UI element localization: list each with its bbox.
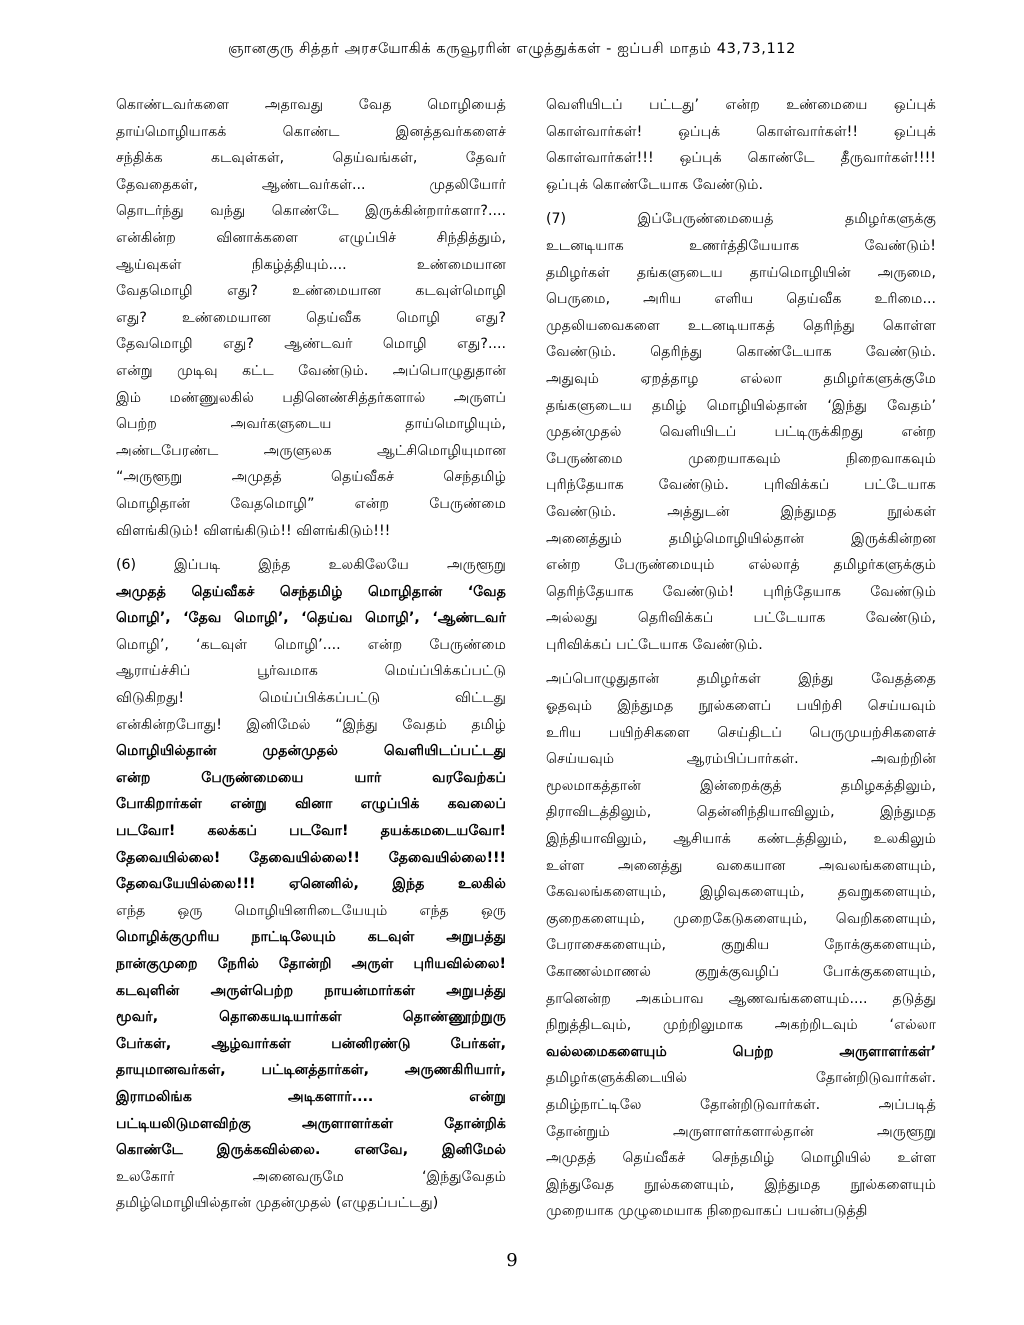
text-line: எந்த ஒரு மொழியினரிடையேயும் எந்த ஒரு (116, 902, 506, 919)
text-line: குறைகளையும், முறைகேடுகளையும், வெறிகளையும், (546, 910, 936, 927)
text-line: தெரிந்தேயாக வேண்டும்! புரிந்தேயாக வேண்டும் (546, 583, 936, 600)
text-line: ஓதவும் இந்துமத நூல்களைப் பயிற்சி செய்யவும் (546, 698, 936, 715)
text-line: என்ற பேருண்மையை யார் வரவேற்கப் (116, 769, 506, 786)
right-column (546, 92, 936, 1225)
text-line: (6) இப்படி இந்த உலகிலேயே அருளூறு (116, 557, 506, 574)
text-line: தோன்றும் அருளாளர்களால்தான் அருளூறு (546, 1123, 936, 1140)
left-column (116, 92, 506, 1217)
text-line: தமிழர்களுக்கிடையில் தோன்றிடுவார்கள். (546, 1070, 936, 1087)
text-line: பேர்கள், ஆழ்வார்கள் பன்னிரண்டு பேர்கள், (116, 1035, 506, 1052)
text-line: தேவையேயில்லை!!! ஏனெனில், இந்த உலகில் (116, 876, 506, 893)
text-line: அமுதத் தெய்வீகச் செந்தமிழ் மொழிதான் ‘வேத (116, 583, 506, 600)
text-line: கேவலங்களையும், இழிவுகளையும், தவறுகளையும், (546, 884, 936, 901)
text-line: அனைத்தும் தமிழ்மொழியில்தான் இருக்கின்றன (546, 530, 936, 547)
text-line: (7) இப்பேருண்மையைத் தமிழர்களுக்கு (546, 211, 936, 228)
text-line: புரிந்தேயாக வேண்டும். புரிவிக்கப் பட்டேயாக (546, 477, 936, 494)
text-line: தமிழ்மொழியில்தான் முதன்முதல் (எழுதப்பட்டது) (116, 1195, 439, 1212)
text-line: மொழி’, ‘கடவுள் மொழி’.... என்ற பேருண்மை (116, 636, 506, 653)
text-line: சந்திக்க கடவுள்கள், தெய்வங்கள், தேவர் (116, 150, 506, 167)
text-line: கொண்டவர்களை அதாவது வேத மொழியைத் (116, 97, 506, 113)
text-line: மூலமாகத்தான் இன்றைக்குத் தமிழகத்திலும், (546, 777, 936, 794)
text-line: புரிவிக்கப் பட்டேயாக வேண்டும். (546, 636, 763, 653)
text-line: அதுவும் ஏறத்தாழ எல்லா தமிழர்களுக்குமே (546, 370, 936, 387)
text-line: பட்டியலிடுமளவிற்கு அருளாளர்கள் தோன்றிக் (116, 1115, 506, 1132)
text-line: தேவையில்லை! தேவையில்லை!! தேவையில்லை!!! (116, 849, 506, 866)
text-line: திராவிடத்திலும், தென்னிந்தியாவிலும், இந்துமத (546, 804, 936, 821)
text-line: மொழிக்குமுரிய நாட்டிலேயும் கடவுள் அறுபத்து (116, 929, 506, 946)
text-line: விளங்கிடும்! விளங்கிடும்!! விளங்கிடும்!!! (116, 522, 391, 539)
text-line: பேருண்மை முறையாகவும் நிறைவாகவும் (546, 450, 936, 467)
text-line: உடனடியாக உணர்த்தியேயாக வேண்டும்! (546, 237, 936, 254)
right-paragraph-1 (546, 92, 936, 198)
text-line: என்ற பேருண்மையும் எல்லாத் தமிழர்களுக்கும் (546, 557, 936, 574)
text-line: ஆய்வுகள் நிகழ்த்தியும்.... உண்மையான (116, 256, 506, 273)
text-line: இராமலிங்க அடிகளார்.... என்று (116, 1088, 506, 1105)
text-line: படவோ! கலக்கப் படவோ! தயக்கமடையவோ! (116, 823, 506, 840)
text-line: தங்களுடைய தமிழ் மொழியில்தான் ‘இந்து வேதம்’ (546, 397, 936, 414)
text-line: நிறுத்திடவும், முற்றிலுமாக அகற்றிடவும் ‘எல்லா (546, 1017, 936, 1034)
text-line: விடுகிறது! மெய்ப்பிக்கப்பட்டு விட்டது (116, 690, 506, 707)
text-line: “அருளூறு அமுதத் தெய்வீகச் செந்தமிழ் (116, 469, 506, 486)
right-paragraph-2 (546, 206, 936, 658)
text-line: கொண்டே இருக்கவில்லை. எனவே, இனிமேல் (116, 1142, 506, 1159)
text-line: இம் மண்ணுலகில் பதினெண்சித்தர்களால் அருளப் (116, 389, 506, 406)
text-line: மொழிதான் வேதமொழி” என்ற பேருண்மை (116, 495, 506, 512)
text-line: தொடர்ந்து வந்து கொண்டே இருக்கின்றார்களா?.... (116, 203, 506, 220)
page-number: 9 (506, 1250, 518, 1271)
text-line: பெற்ற அவர்களுடைய தாய்மொழியும், (116, 416, 506, 433)
text-line: வல்லமைகளையும் பெற்ற அருளாளர்கள்’ (546, 1043, 936, 1060)
text-line: கோணல்மாணல் குறுக்குவழிப் போக்குகளையும், (546, 964, 936, 980)
text-line: தானென்ற அகம்பாவ ஆணவங்களையும்.... தடுத்து (546, 990, 936, 1007)
text-line: எது? உண்மையான தெய்வீக மொழி எது? (116, 309, 506, 326)
text-line: இந்துவேத நூல்களையும், இந்துமத நூல்களையும் (546, 1176, 936, 1193)
text-line: என்கின்றபோது! இனிமேல் “இந்து வேதம் தமிழ் (116, 716, 506, 733)
text-line: இந்தியாவிலும், ஆசியாக் கண்டத்திலும், உலகிலும் (546, 831, 936, 848)
text-line: தாயுமானவர்கள், பட்டினத்தார்கள், அருணகிரியார், (116, 1062, 506, 1079)
text-line: நான்குமுறை நேரில் தோன்றி அருள் புரியவில்லை! (116, 956, 506, 972)
text-line: முதலியவைகளை உடனடியாகத் தெரிந்து கொள்ள (546, 317, 936, 334)
text-line: உலகோர் அனைவருமே ‘இந்துவேதம் (116, 1168, 506, 1185)
text-line: தமிழர்கள் தங்களுடைய தாய்மொழியின் அருமை, (546, 264, 936, 281)
text-line: மூவர், தொகையடியார்கள் தொண்ணூற்றுரு (116, 1009, 506, 1026)
text-line: என்கின்ற வினாக்களை எழுப்பிச் சிந்தித்தும், (116, 229, 506, 246)
text-line: கடவுளின் அருள்பெற்ற நாயன்மார்கள் அறுபத்து (116, 982, 506, 999)
text-line: தேவமொழி எது? ஆண்டவர் மொழி எது?.... (116, 336, 506, 353)
text-line: பேராசைகளையும், குறுகிய நோக்குகளையும், (546, 937, 936, 954)
text-line: வெளியிடப் பட்டது’ என்ற உண்மையை ஒப்புக் (546, 97, 936, 113)
text-line: தேவதைகள், ஆண்டவர்கள்... முதலியோர் (116, 176, 506, 193)
left-paragraph-1 (116, 92, 506, 544)
text-line: உரிய பயிற்சிகளை செய்திடப் பெருமுயற்சிகளைச் (546, 724, 936, 741)
right-paragraph-3 (546, 666, 936, 1224)
text-line: போகிறார்கள் என்று வினா எழுப்பிக் கவலைப் (116, 796, 506, 813)
text-line: தமிழ்நாட்டிலே தோன்றிடுவார்கள். அப்படித் (546, 1096, 936, 1113)
text-line: வேண்டும். அத்துடன் இந்துமத நூல்கள் (546, 503, 936, 520)
text-line: செய்யவும் ஆரம்பிப்பார்கள். அவற்றின் (546, 751, 936, 768)
text-line: அமுதத் தெய்வீகச் செந்தமிழ் மொழியில் உள்ள (546, 1150, 936, 1167)
page-header: ஞானகுரு சித்தர் அரசயோகிக் கருவூரரின் எழுத்துக்கள் - ஐப்பசி மாதம் 43,73,112 (228, 41, 796, 57)
text-line: வேண்டும். தெரிந்து கொண்டேயாக வேண்டும். (546, 344, 936, 361)
text-line: அல்லது தெரிவிக்கப் பட்டேயாக வேண்டும், (546, 610, 936, 627)
text-line: அப்பொழுதுதான் தமிழர்கள் இந்து வேதத்தை (546, 671, 936, 688)
text-line: ஆராய்ச்சிப் பூர்வமாக மெய்ப்பிக்கப்பட்டு (116, 663, 506, 680)
left-paragraph-2 (116, 552, 506, 1217)
text-line: என்று முடிவு கட்ட வேண்டும். அப்பொழுதுதான் (116, 362, 506, 379)
text-line: வேதமொழி எது? உண்மையான கடவுள்மொழி (116, 283, 506, 300)
text-line: கொள்வார்கள்! ஒப்புக் கொள்வார்கள்!! ஒப்புக் (546, 123, 936, 140)
text-line: கொள்வார்கள்!!! ஒப்புக் கொண்டே தீருவார்கள்!!!! (546, 150, 936, 167)
text-line: முறையாக முழுமையாக நிறைவாகப் பயன்படுத்தி (546, 1203, 868, 1220)
text-line: உள்ள அனைத்து வகையான அவலங்களையும், (546, 857, 936, 874)
text-line: மொழி’, ‘தேவ மொழி’, ‘தெய்வ மொழி’, ‘ஆண்டவர் (116, 610, 506, 627)
text-line: அண்டபேரண்ட அருளுலக ஆட்சிமொழியுமான (116, 442, 506, 459)
text-line: மொழியில்தான் முதன்முதல் வெளியிடப்பட்டது (116, 743, 506, 760)
text-line: முதன்முதல் வெளியிடப் பட்டிருக்கிறது என்ற (546, 424, 936, 441)
text-line: தாய்மொழியாகக் கொண்ட இனத்தவர்களைச் (116, 123, 506, 140)
text-line: ஒப்புக் கொண்டேயாக வேண்டும். (546, 176, 763, 193)
text-line: பெருமை, அரிய எளிய தெய்வீக உரிமை... (546, 291, 936, 308)
